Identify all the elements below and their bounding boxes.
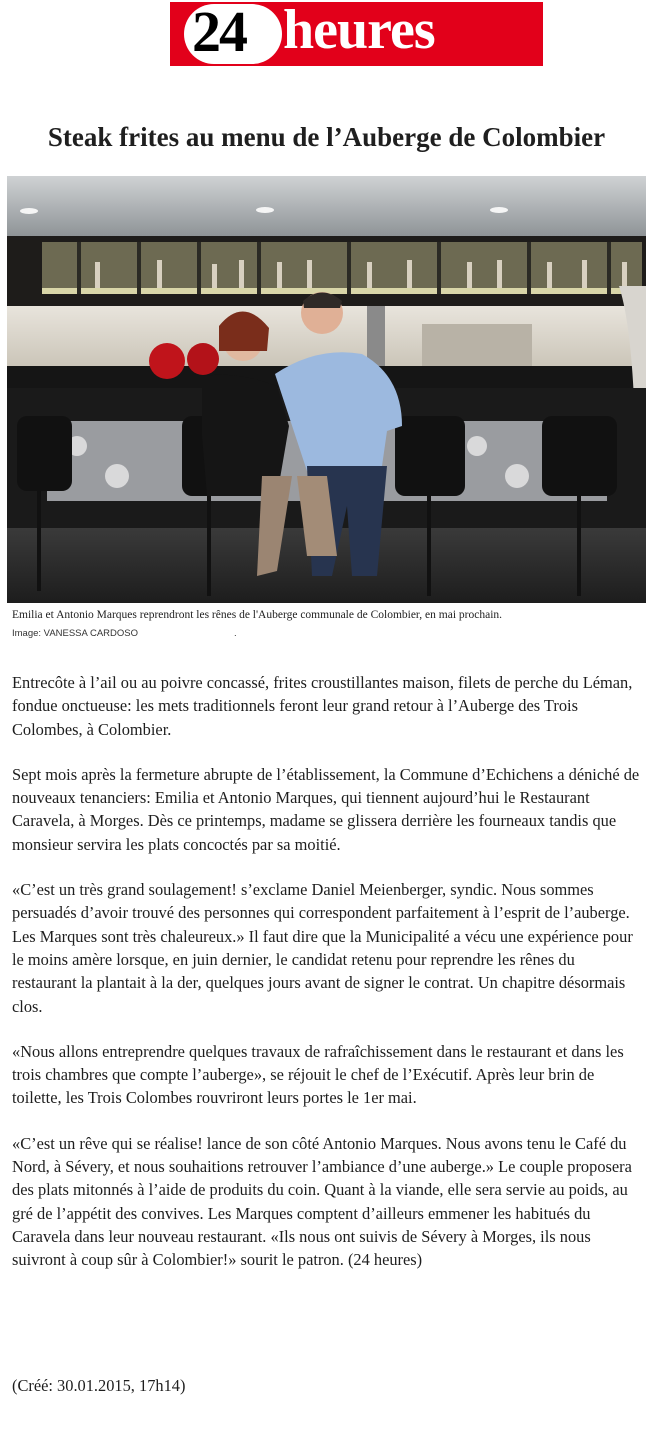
article-paragraph: Entrecôte à l’ail ou au poivre concassé, frites croustillantes maison, filets de perche du Léman, fondue onctueuse: les mets traditionnels feront leur grand retour à l’Auberge des Trois Colombes, à Colombier.	[12, 673, 633, 739]
photo-credit-label: Image: VANESSA CARDOSO	[12, 628, 139, 639]
logo-word: heures	[283, 0, 435, 61]
logo-number-badge	[184, 0, 282, 64]
photo-credit-suffix: .	[234, 628, 237, 639]
created-timestamp: (Créé: 30.01.2015, 17h14)	[12, 1376, 186, 1395]
newspaper-logo	[170, 2, 543, 66]
photo-caption: Emilia et Antonio Marques reprendront les rênes de l'Auberge communale de Colombier, en mai prochain.	[12, 609, 503, 621]
article-photo	[7, 176, 646, 603]
article-paragraph: «Nous allons entreprendre quelques travaux de rafraîchissement dans le restaurant et dans les trois chambres que compte l’auberge», se réjouit le chef de l’Exécutif. Après leur brin de toilette, les Trois Colombes rouvriront leurs portes le 1er mai.	[12, 1041, 624, 1108]
article-body	[12, 671, 640, 1294]
bar-scene-illustration	[7, 176, 646, 603]
article-paragraph: «C’est un très grand soulagement! s’exclame Daniel Meienberger, syndic. Nous sommes persuadés d’avoir trouvé des personnes qui correspondent parfaitement à l’esprit de l’auberge. Les Marques sont très chaleureux.» Il faut dire que la Municipalité a vécu une expérience pour le moins amère lorsque, en juin dernier, le candidat retenu pour reprendre les rênes du restaurant la plantait à la der, quelques jours avant de signer le contrat. Un chapitre désormais clos.	[12, 880, 633, 1016]
photo-credit	[12, 628, 237, 639]
article-headline: Steak frites au menu de l’Auberge de Colombier	[47, 122, 606, 152]
logo-number: 24	[192, 0, 246, 64]
article-paragraph: Sept mois après la fermeture abrupte de l’établissement, la Commune d’Echichens a déniché de nouveaux tenanciers: Emilia et Antonio Marques, qui tiennent aujourd’hui le Restaurant Caravela, à Morges. Dès ce printemps, madame se glissera derrière les fourneaux tandis que monsieur servira les plats concoctés par sa moitié.	[12, 764, 640, 854]
article-paragraph: «C’est un rêve qui se réalise! lance de son côté Antonio Marques. Nous avons tenu le Café du Nord, à Sévery, et nous souhaitions retrouver l’ambiance d’une auberge.» Le couple proposera des plats mitonnés à l’aide de produits du coin. Quant à la viande, elle sera servie au poids, au gré de l’appétit des convives. Les Marques comptent d’ailleurs emmener les habitués du Caravela dans leur nouveau restaurant. «Ils nous ont suivis de Sévery à Morges, ils nous suivront à coup sûr à Colombier!» sourit le patron. (24 heures)	[12, 1133, 632, 1270]
